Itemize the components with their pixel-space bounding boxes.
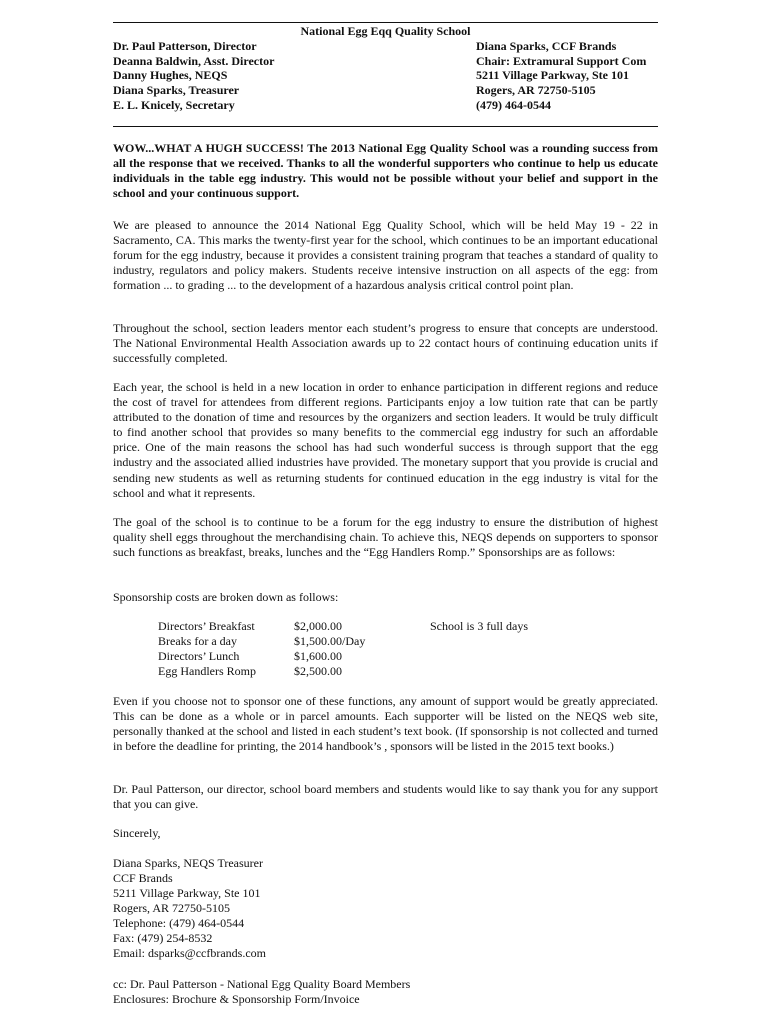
paragraph-mentoring <box>113 321 658 366</box>
signature-street: 5211 Village Parkway, Ste 101 <box>113 886 261 900</box>
header-bottom-rule <box>113 126 658 127</box>
signature-block <box>113 856 266 961</box>
cost-row <box>158 634 528 649</box>
paragraph-costs-intro <box>113 590 658 605</box>
letterhead-officers <box>113 39 274 113</box>
cost-amount: $1,500.00/Day <box>294 634 366 648</box>
paragraph-thanks <box>113 782 658 812</box>
signature-fax: Fax: (479) 254-8532 <box>113 931 213 945</box>
letterhead-title: National Egg Eqq Quality School <box>300 24 471 38</box>
cost-row <box>158 649 528 664</box>
paragraph-any-support <box>113 694 658 754</box>
signature-telephone: Telephone: (479) 464-0544 <box>113 916 245 930</box>
cost-note: School is 3 full days <box>430 619 528 633</box>
cc-block <box>113 977 410 1007</box>
officer-secretary: E. L. Knicely, Secretary <box>113 97 235 112</box>
cost-item: Directors’ Lunch <box>158 649 240 663</box>
paragraph-text: We are pleased to announce the 2014 National Egg Quality School, which will be held May 19 - 22 in Sacramento, CA. This marks the twenty-first year for the school, which continues to be an important educational forum for the egg industry, because it provides a consistent training program that teaches a standard of quality to industry, regulators and policy makers. Students receive intensive instruction on all aspects of the egg: from formation ... to grading ... to the development of a hazardous analysis critical control point plan. <box>113 218 658 293</box>
cc-line: cc: Dr. Paul Patterson - National Egg Quality Board Members <box>113 977 411 991</box>
paragraph-location <box>113 380 658 501</box>
paragraph-text: Throughout the school, section leaders mentor each student’s progress to ensure that concepts are understood. The National Environmental Health Association awards up to 22 contact hours of continuing education units if successfully completed. <box>113 321 658 366</box>
signature-city: Rogers, AR 72750-5105 <box>113 901 230 915</box>
paragraph-announcement <box>113 218 658 293</box>
contact-phone: (479) 464-0544 <box>476 97 551 112</box>
intro-paragraph <box>113 141 658 201</box>
paragraph-text: The goal of the school is to continue to be a forum for the egg industry to ensure the distribution of highest quality shell eggs throughout the merchandising chain. To achieve this, NEQS depends on supporters to sponsor such functions as breakfast, breaks, lunches and the “Egg Handlers Romp.” Sponsorships are as follows: <box>113 515 658 560</box>
officer-asst-director: Deanna Baldwin, Asst. Director <box>113 53 275 68</box>
sponsorship-costs-table <box>158 619 528 679</box>
cost-amount: $2,500.00 <box>294 664 342 678</box>
closing <box>113 826 658 841</box>
cost-amount: $2,000.00 <box>294 619 342 633</box>
cost-item: Directors’ Breakfast <box>158 619 255 633</box>
closing-text: Sincerely, <box>113 826 161 840</box>
paragraph-text: Even if you choose not to sponsor one of these functions, any amount of support would be greatly appreciated. This can be done as a whole or in parcel amounts. Each supporter will be listed on the NEQS web site, personally thanked at the school and listed in each student’s text book. (If sponsorship is not collected and turned in before the deadline for printing, the 2014 handbook’s , sponsors will be listed in the 2015 text books.) <box>113 694 658 754</box>
cost-item: Breaks for a day <box>158 634 237 648</box>
cost-row <box>158 664 528 679</box>
enclosures-line: Enclosures: Brochure & Sponsorship Form/Invoice <box>113 992 360 1006</box>
signature-name: Diana Sparks, NEQS Treasurer <box>113 856 263 870</box>
cost-item: Egg Handlers Romp <box>158 664 256 678</box>
letterhead-contact <box>476 39 646 113</box>
paragraph-text: Sponsorship costs are broken down as follows: <box>113 590 339 604</box>
contact-name: Diana Sparks, CCF Brands <box>476 39 617 53</box>
cost-row <box>158 619 528 634</box>
paragraph-text: Each year, the school is held in a new location in order to enhance participation in different regions and reduce the cost of travel for attendees from different regions. Participants enjoy a low tuition rate that can be partly attributed to the donation of time and resources by the organizers and section leaders. It would be truly difficult to find another school that provides so many benefits to the commercial egg industry for such an affordable price. One of the main reasons the school has had such wonderful success is through support that the egg industry and the associated allied industries have provided. The monetary support that you provide is crucial and sending new students as well as returning students for continued education in the egg industry is vital for the school and what it represents. <box>113 380 658 500</box>
officer-director: Dr. Paul Patterson, Director <box>113 39 257 53</box>
header-top-rule <box>113 22 658 23</box>
signature-company: CCF Brands <box>113 871 173 885</box>
cost-amount: $1,600.00 <box>294 649 342 663</box>
officer-neqs: Danny Hughes, NEQS <box>113 68 228 83</box>
contact-street: 5211 Village Parkway, Ste 101 <box>476 68 629 83</box>
paragraph-goal <box>113 515 658 560</box>
contact-chair: Chair: Extramural Support Com <box>476 53 647 68</box>
paragraph-text: Dr. Paul Patterson, our director, school board members and students would like to say thank you for any support that you can give. <box>113 782 658 812</box>
officer-treasurer: Diana Sparks, Treasurer <box>113 83 240 98</box>
intro-text: WOW...WHAT A HUGH SUCCESS! The 2013 National Egg Quality School was a rounding success from all the response that we received. Thanks to all the wonderful supporters who continue to help us educate individuals in the table egg industry. This would not be possible without your belief and support in the school and your continuous support. <box>113 141 658 201</box>
signature-email: Email: dsparks@ccfbrands.com <box>113 946 267 960</box>
contact-city: Rogers, AR 72750-5105 <box>476 83 596 98</box>
